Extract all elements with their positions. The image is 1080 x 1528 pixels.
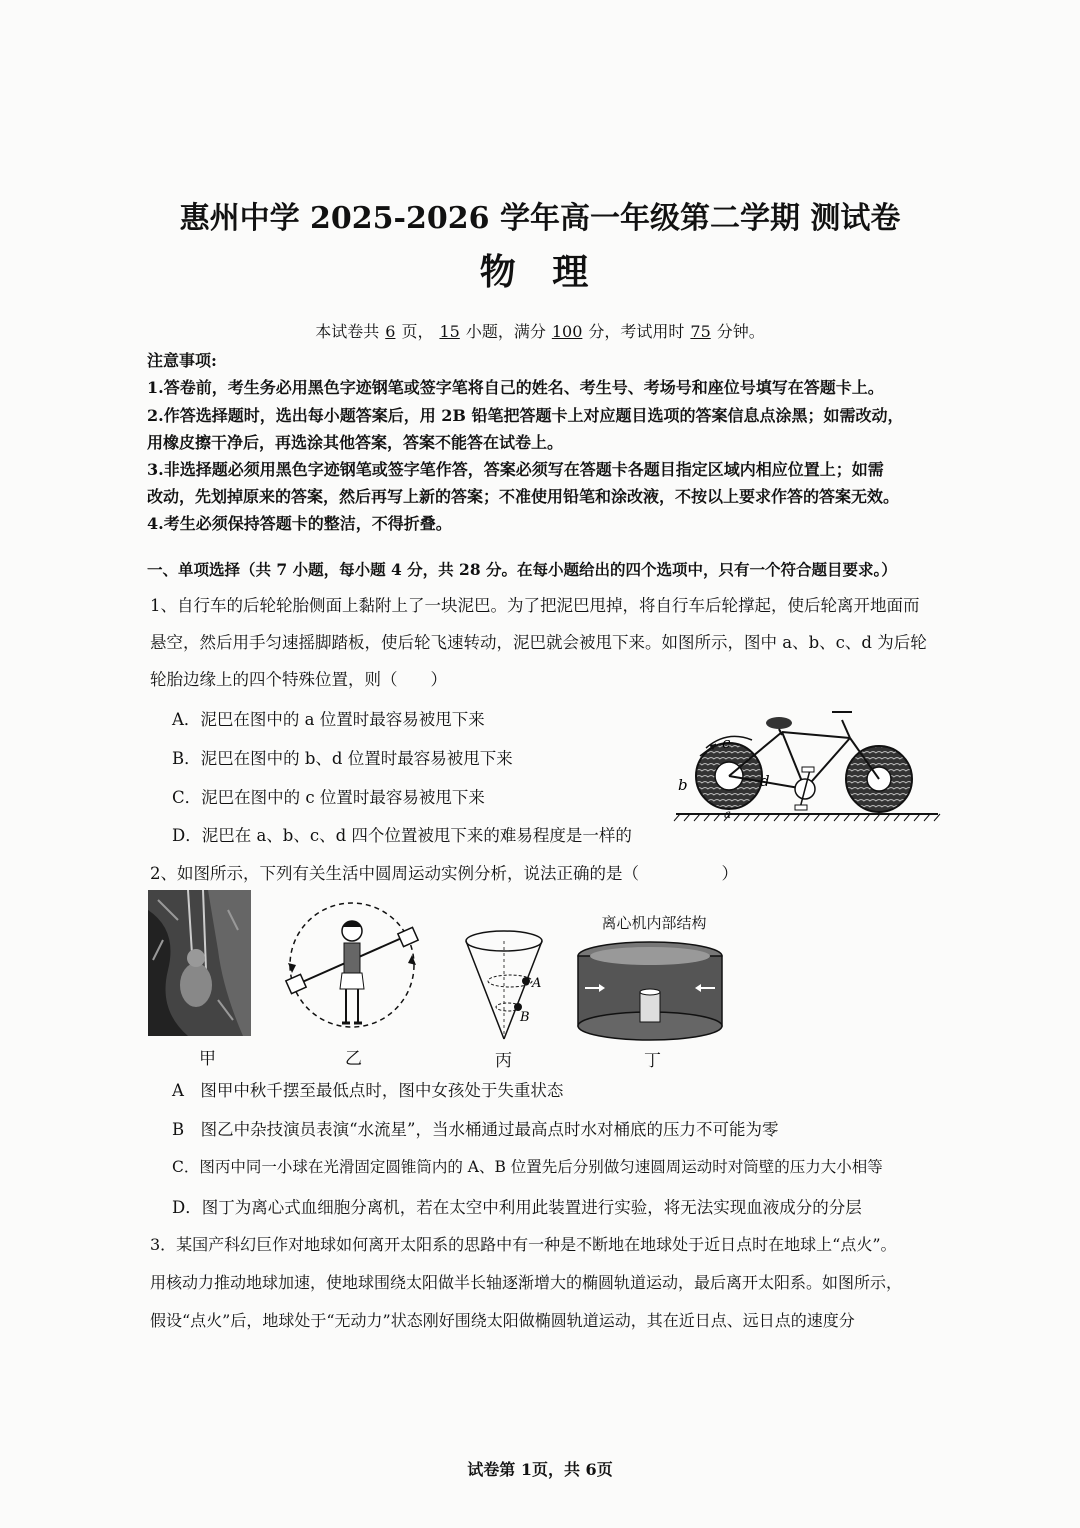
label-a: a	[724, 807, 732, 821]
point-a-label: A	[532, 976, 542, 991]
info-text: 页，	[401, 322, 434, 341]
water-meteor-figure	[282, 893, 422, 1035]
question-2-stem: 2、如图所示，下列有关生活中圆周运动实例分析，说法正确的是（ ）	[150, 864, 738, 883]
figure-caption-bing: 丙	[495, 1051, 512, 1071]
question-3-line: 3．某国产科幻巨作对地球如何离开太阳系的思路中有一种是不断地在地球处于近日点时在地球上“点火”。	[150, 1235, 897, 1254]
info-minutes: 75	[690, 322, 711, 341]
info-text: 小题，满分	[465, 322, 546, 341]
info-score: 100	[551, 322, 583, 341]
info-text: 分钟。	[716, 322, 765, 341]
figure-caption-jia: 甲	[199, 1049, 216, 1069]
cone-figure	[462, 927, 552, 1045]
notice-heading: 注意事项:	[147, 351, 217, 370]
info-text: 本试卷共	[315, 322, 380, 341]
figure-caption-ding: 丁	[644, 1051, 661, 1071]
question-1-line: 1、自行车的后轮轮胎侧面上黏附上了一块泥巴。为了把泥巴甩掉，将自行车后轮撑起，使后轮离开地面而	[150, 596, 920, 615]
notice-line: 用橡皮擦干净后，再选涂其他答案，答案不能答在试卷上。	[147, 433, 564, 452]
swing-photo	[148, 890, 251, 1036]
q1-option-c: C．泥巴在图中的 c 位置时最容易被甩下来	[172, 788, 485, 807]
q2-option-d: D．图丁为离心式血细胞分离机，若在太空中利用此装置进行实验，将无法实现血液成分的分层	[172, 1198, 862, 1217]
figure-caption-yi: 乙	[345, 1049, 362, 1069]
label-b: b	[678, 776, 688, 794]
question-3-line: 用核动力推动地球加速，使地球围绕太阳做半长轴逐渐增大的椭圆轨道运动，最后离开太阳系。如图所示，	[150, 1273, 903, 1292]
exam-info	[0, 319, 1080, 342]
point-b-label: B	[520, 1010, 530, 1025]
q2-option-a: A 图甲中秋千摆至最低点时，图中女孩处于失重状态	[172, 1081, 564, 1100]
notice-line: 3.非选择题必须用黑色字迹钢笔或签字笔作答，答案必须写在答题卡各题目指定区域内相应位置上；如需	[147, 460, 884, 479]
info-text: 分，考试用时	[588, 322, 685, 341]
page-footer: 试卷第 1页，共 6页	[467, 1460, 613, 1479]
notice-line: 1.答卷前，考生务必用黑色字迹钢笔或签字笔将自己的姓名、考生号、考场号和座位号填写在答题卡上。	[147, 378, 884, 397]
label-c: c	[722, 734, 731, 752]
notice-line: 4.考生必须保持答题卡的整洁，不得折叠。	[147, 514, 452, 533]
q1-option-b: B．泥巴在图中的 b、d 位置时最容易被甩下来	[172, 749, 513, 768]
section-heading: 一、单项选择（共 7 小题，每小题 4 分，共 28 分。在每小题给出的四个选项中，只有一个符合题目要求。）	[147, 560, 897, 579]
q1-option-d: D．泥巴在 a、b、c、d 四个位置被甩下来的难易程度是一样的	[172, 826, 632, 845]
info-pages: 6	[385, 322, 396, 341]
label-d: d	[760, 772, 770, 790]
q2-option-c: C．图丙中同一小球在光滑固定圆锥筒内的 A、B 位置先后分别做匀速圆周运动时对筒壁的压力大小相等	[172, 1158, 883, 1176]
question-1-line: 轮胎边缘上的四个特殊位置，则（ ）	[150, 670, 447, 689]
notice-line: 改动，先划掉原来的答案，然后再写上新的答案；不准使用铅笔和涂改液，不按以上要求作答的答案无效。	[147, 487, 900, 506]
q1-option-a: A．泥巴在图中的 a 位置时最容易被甩下来	[172, 710, 485, 729]
info-count: 15	[439, 322, 460, 341]
subject-title: 物 理	[479, 251, 601, 293]
notice-line: 2.作答选择题时，选出每小题答案后，用 2B 铅笔把答题卡上对应题目选项的答案信息点涂黑；如需改动，	[147, 406, 904, 425]
exam-title: 惠州中学 2025-2026 学年高一年级第二学期 测试卷	[179, 201, 901, 236]
q2-option-b: B 图乙中杂技演员表演“水流星”，当水桶通过最高点时水对桶底的压力不可能为零	[172, 1120, 779, 1139]
question-3-line: 假设“点火”后，地球处于“无动力”状态刚好围绕太阳做椭圆轨道运动，其在近日点、远日点的速度分	[150, 1311, 855, 1330]
bicycle-figure	[672, 690, 942, 825]
centrifuge-label: 离心机内部结构	[601, 914, 707, 932]
question-1-line: 悬空，然后用手匀速摇脚踏板，使后轮飞速转动，泥巴就会被甩下来。如图所示，图中 a、b、c、d 为后轮	[150, 633, 927, 652]
centrifuge-figure	[575, 938, 725, 1044]
